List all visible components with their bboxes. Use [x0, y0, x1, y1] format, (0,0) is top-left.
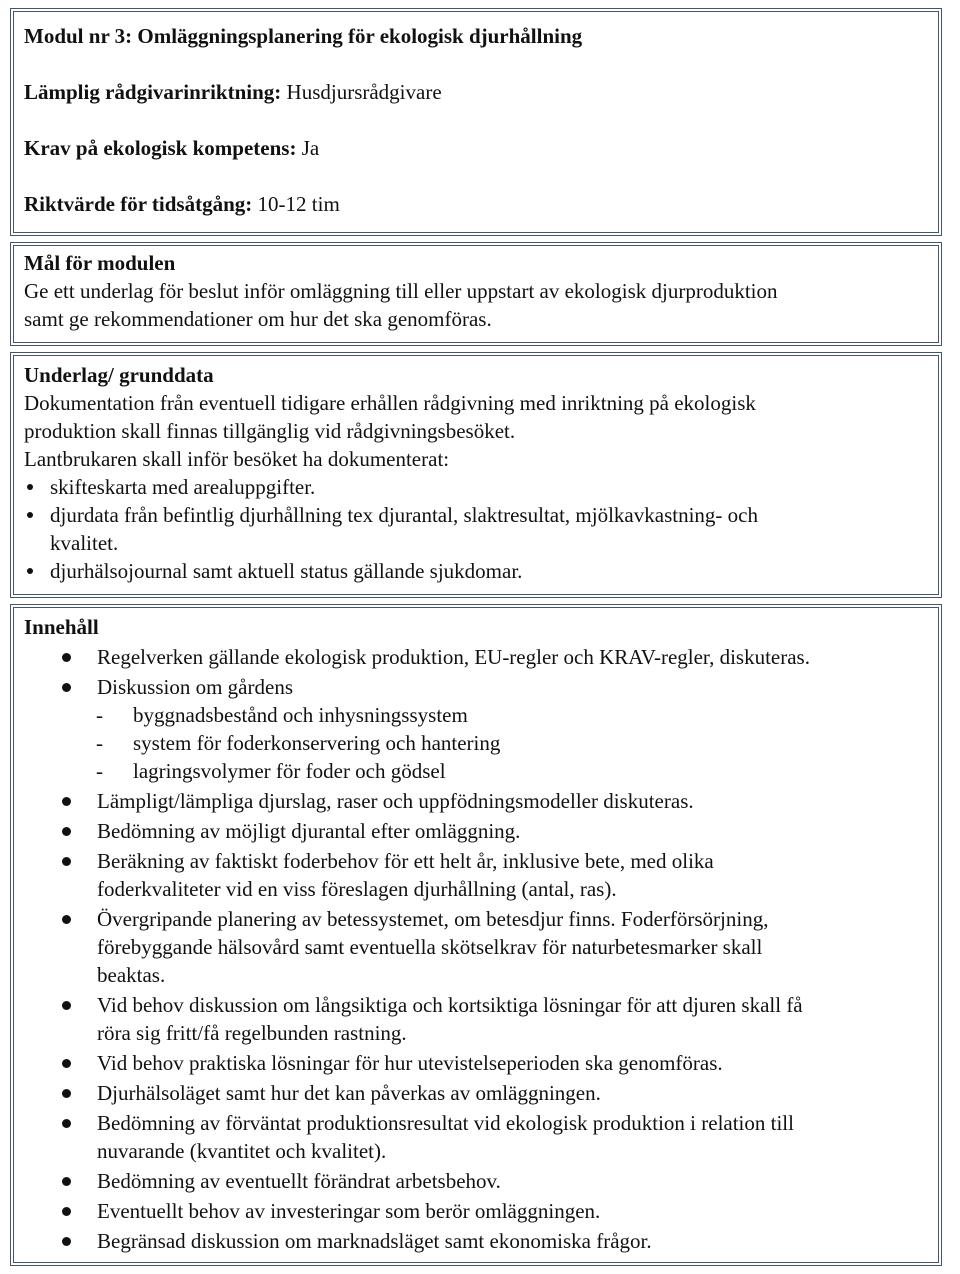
- paragraph-line: produktion skall finnas tillgänglig vid rådgivningsbesöket.: [24, 419, 516, 443]
- bullet-icon: [27, 484, 33, 490]
- dash-icon: -: [96, 759, 103, 783]
- sub-list-item: [24, 757, 928, 785]
- dash-icon: -: [96, 731, 103, 755]
- bullet-text-line: förebyggande hälsovård samt eventuella skötselkrav för naturbetesmarker skall: [97, 935, 763, 959]
- sub-list: [97, 701, 928, 785]
- bullet-text-line: Vid behov praktiska lösningar för hur utevistelseperioden ska genomföras.: [97, 1051, 723, 1075]
- bullet-icon: [62, 1089, 71, 1098]
- section-title: Underlag/ grunddata: [24, 363, 214, 387]
- bullet-text-line: röra sig fritt/få regelbunden rastning.: [97, 1021, 407, 1045]
- bullet-icon: [62, 915, 71, 924]
- field-value: Ja: [301, 136, 320, 160]
- sub-item-text: byggnadsbestånd och inhysningssystem: [133, 703, 468, 727]
- bullet-icon: [62, 1059, 71, 1068]
- module-goal-box: [10, 242, 942, 346]
- bullet-icon: [62, 683, 71, 692]
- time-estimate-field: [24, 190, 928, 218]
- bullet-text-line: beaktas.: [97, 963, 166, 987]
- list-item: [24, 847, 928, 903]
- bullet-icon: [62, 653, 71, 662]
- bullet-icon: [62, 827, 71, 836]
- bullet-icon: [62, 1207, 71, 1216]
- bullet-text-line: nuvarande (kvantitet och kvalitet).: [97, 1139, 387, 1163]
- field-key: Riktvärde för tidsåtgång:: [24, 192, 253, 216]
- bullet-text-line: foderkvaliteter vid en viss föreslagen djurhållning (antal, ras).: [97, 877, 617, 901]
- field-value: 10-12 tim: [257, 192, 340, 216]
- list-item: djurhälsojournal samt aktuell status gällande sjukdomar.: [24, 557, 928, 585]
- bullet-text-line: Övergripande planering av betessystemet, om betesdjur finns. Foderförsörjning,: [97, 907, 769, 931]
- list-item: [24, 991, 928, 1047]
- paragraph-line: Lantbrukaren skall inför besöket ha dokumenterat:: [24, 447, 450, 471]
- list-item: [24, 1227, 928, 1255]
- sub-list-item: [24, 701, 928, 729]
- bullet-text-line: Eventuellt behov av investeringar som berör omläggningen.: [97, 1199, 601, 1223]
- advisor-orientation-field: [24, 78, 928, 106]
- list-item: [24, 905, 928, 989]
- list-item: djurdata från befintlig djurhållning tex djurantal, slaktresultat, mjölkavkastning- och kvalitet.: [24, 501, 928, 557]
- list-item: [24, 1167, 928, 1195]
- bullet-icon: [62, 857, 71, 866]
- bullet-icon: [62, 1237, 71, 1246]
- paragraph-line: Dokumentation från eventuell tidigare erhållen rådgivning med inriktning på ekologisk: [24, 391, 756, 415]
- bullet-icon: [62, 1177, 71, 1186]
- section-title: Mål för modulen: [24, 251, 176, 275]
- module-header-box: [10, 8, 942, 236]
- bullet-icon: [27, 512, 33, 518]
- bullet-icon: [27, 568, 33, 574]
- bullet-text-line: Bedömning av eventuellt förändrat arbetsbehov.: [97, 1169, 501, 1193]
- competence-requirement-field: [24, 134, 928, 162]
- module-title: Modul nr 3: Omläggningsplanering för ekologisk djurhållning: [24, 24, 583, 48]
- bullet-text-line: Vid behov diskussion om långsiktiga och kortsiktiga lösningar för att djuren skall få: [97, 993, 803, 1017]
- section-title: Innehåll: [24, 615, 99, 639]
- field-key: Krav på ekologisk kompetens:: [24, 136, 297, 160]
- bullet-text-line: Beräkning av faktiskt foderbehov för ett helt år, inklusive bete, med olika: [97, 849, 714, 873]
- bullet-text-line: Bedömning av möjligt djurantal efter omläggning.: [97, 819, 521, 843]
- dash-icon: -: [96, 703, 103, 727]
- bullet-text-line: Regelverken gällande ekologisk produktion, EU-regler och KRAV-regler, diskuteras.: [97, 645, 810, 669]
- bullet-icon: [62, 797, 71, 806]
- bullet-icon: [62, 1119, 71, 1128]
- content-box: [10, 604, 942, 1266]
- list-item: [24, 1079, 928, 1107]
- paragraph-line: samt ge rekommendationer om hur det ska genomföras.: [24, 307, 492, 331]
- sub-item-text: system för foderkonservering och hantering: [133, 731, 501, 755]
- bullet-text-line: Begränsad diskussion om marknadsläget samt ekonomiska frågor.: [97, 1229, 652, 1253]
- basis-data-box: [10, 352, 942, 598]
- list-item: skifteskarta med arealuppgifter.: [24, 473, 928, 501]
- bullet-text-line: Diskussion om gårdens: [97, 675, 293, 699]
- list-item: [24, 817, 928, 845]
- sub-list-item: [24, 729, 928, 757]
- list-item: [24, 673, 928, 785]
- list-item: [24, 787, 928, 815]
- field-key: Lämplig rådgivarinriktning:: [24, 80, 282, 104]
- paragraph-line: Ge ett underlag för beslut inför omläggning till eller uppstart av ekologisk djurproduktion: [24, 279, 778, 303]
- bullet-text-line: Lämpligt/lämpliga djurslag, raser och uppfödningsmodeller diskuteras.: [97, 789, 694, 813]
- list-item: [24, 1049, 928, 1077]
- sub-item-text: lagringsvolymer för foder och gödsel: [133, 759, 446, 783]
- bullet-icon: [62, 1001, 71, 1010]
- bullet-text-line: Bedömning av förväntat produktionsresultat vid ekologisk produktion i relation till: [97, 1111, 794, 1135]
- list-item: [24, 1109, 928, 1165]
- list-item: [24, 643, 928, 671]
- bullet-text-line: Djurhälsoläget samt hur det kan påverkas av omläggningen.: [97, 1081, 601, 1105]
- list-item: [24, 1197, 928, 1225]
- basis-bullet-list: [24, 473, 928, 585]
- content-bullet-list: [24, 643, 928, 1255]
- field-value: Husdjursrådgivare: [286, 80, 442, 104]
